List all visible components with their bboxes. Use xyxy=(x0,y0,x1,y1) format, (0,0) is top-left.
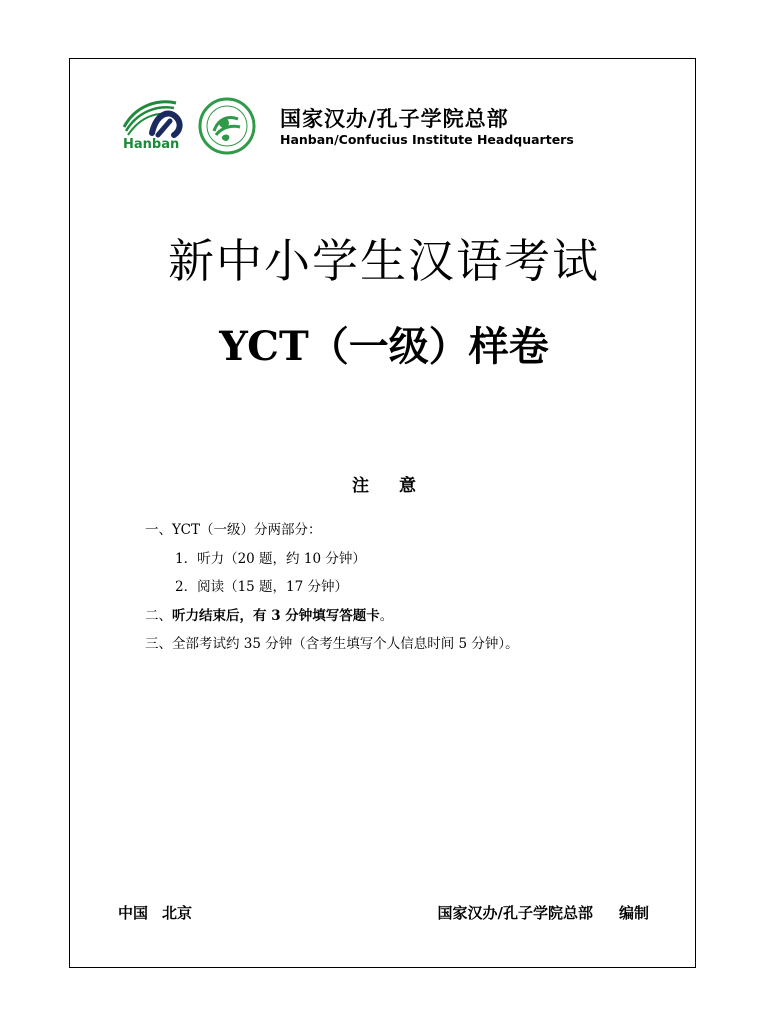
hanban-wordmark: Hanban xyxy=(123,137,180,152)
notice-item-punctuation: 。 xyxy=(379,607,394,624)
page-border xyxy=(69,58,696,968)
exam-subtitle: YCT（一级）样卷 xyxy=(219,323,549,370)
footer-location xyxy=(118,902,192,923)
org-name-chinese: 国家汉办/孔子学院总部 xyxy=(280,107,509,131)
footer-publisher xyxy=(438,902,650,923)
notice-heading: 注意 xyxy=(352,476,446,496)
footer-publisher-name: 国家汉办/孔子学院总部 xyxy=(437,904,593,922)
notice-subitem: 2．阅读（15 题，17 分钟） xyxy=(175,579,349,595)
exam-title: 新中小学生汉语考试 xyxy=(168,234,600,288)
header-logos xyxy=(118,95,578,157)
notice-item: 一、YCT（一级）分两部分： xyxy=(145,522,322,538)
org-name-english: Hanban/Confucius Institute Headquarters xyxy=(280,132,574,147)
confucius-institute-logo xyxy=(198,97,256,155)
footer-edited: 编制 xyxy=(618,904,649,922)
notice-item xyxy=(145,602,519,631)
footer-city: 北京 xyxy=(162,904,193,922)
notice-list xyxy=(145,516,519,659)
notice-item-number: 二、 xyxy=(145,607,172,624)
notice-item: 三、全部考试约 35 分钟（含考生填写个人信息时间 5 分钟）。 xyxy=(145,636,519,652)
notice-item-emphasis: 听力结束后，有 3 分钟填写答题卡 xyxy=(172,607,380,624)
footer-country: 中国 xyxy=(118,904,149,922)
notice-subitem: 1．听力（20 题，约 10 分钟） xyxy=(175,550,366,567)
